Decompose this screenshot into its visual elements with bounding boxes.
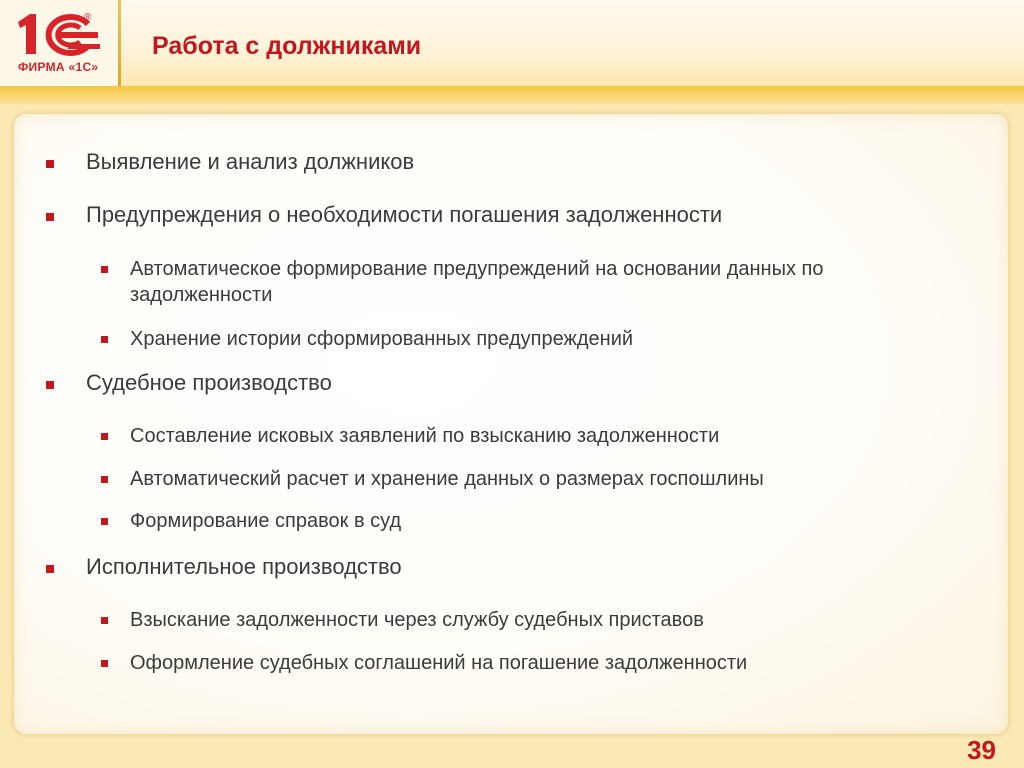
bullet-item: Предупреждения о необходимости погашения задолженности (86, 202, 723, 227)
registered-mark: ® (84, 12, 92, 23)
sub-bullet-item: Формирование справок в суд (130, 510, 402, 532)
bullet-marker (46, 213, 54, 221)
sub-bullet-marker (101, 336, 108, 343)
page-number: 39 (967, 735, 996, 765)
sub-bullet-item: Автоматическое формирование предупреждений на основании данных по задолженности (130, 258, 824, 306)
sub-bullet-item: Автоматический расчет и хранение данных о размерах госпошлины (130, 468, 764, 490)
sub-bullet-marker (101, 660, 108, 667)
bullet-marker (46, 381, 54, 389)
sub-bullet-item: Взыскание задолженности через службу судебных приставов (130, 609, 704, 631)
sub-bullet-marker (101, 617, 108, 624)
slide-title: Работа с должниками (152, 32, 422, 60)
bullet-marker (46, 565, 54, 573)
sub-bullet-item: Хранение истории сформированных предупреждений (130, 328, 634, 350)
sub-bullet-item: Оформление судебных соглашений на погашение задолженности (130, 652, 748, 674)
bullet-marker (46, 160, 54, 168)
bullet-item: Судебное производство (86, 370, 332, 395)
bullet-item: Исполнительное производство (86, 554, 402, 579)
sub-bullet-marker (101, 518, 108, 525)
sub-bullet-item: Составление исковых заявлений по взысканию задолженности (130, 425, 720, 447)
sub-bullet-marker (101, 266, 108, 273)
bullet-item: Выявление и анализ должников (86, 149, 415, 174)
sub-bullet-marker (101, 433, 108, 440)
sub-bullet-marker (101, 476, 108, 483)
logo-caption: ФИРМА «1С» (18, 60, 99, 74)
